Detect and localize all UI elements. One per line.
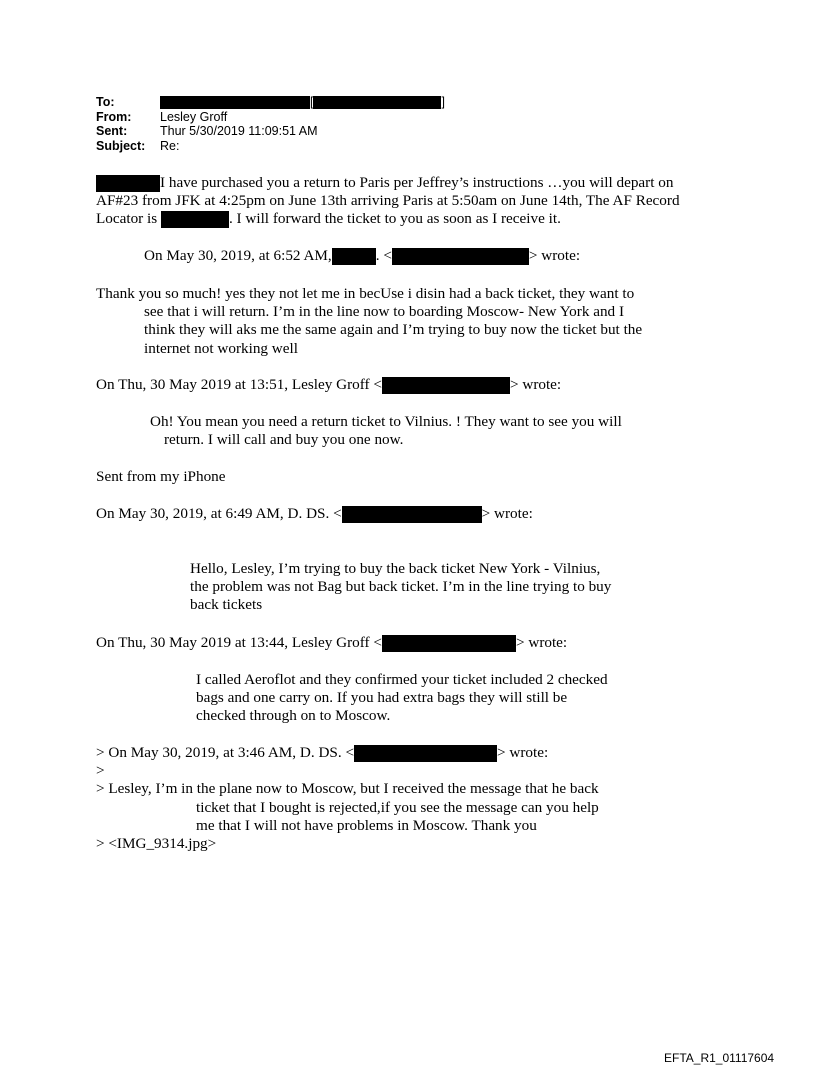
text-line: ticket that I bought is rejected,if you see the message can you help — [196, 798, 599, 816]
quote-header — [96, 634, 567, 652]
redaction-box — [382, 377, 510, 394]
to-separator: [ — [310, 95, 314, 109]
sent-label: Sent: — [96, 124, 128, 139]
to-close: ] — [441, 95, 445, 109]
text-span: On May 30, 2019, at 6:52 AM, — [144, 247, 332, 264]
text-span: On Thu, 30 May 2019 at 13:44, Lesley Groff < — [96, 634, 382, 651]
text-span: > wrote: — [509, 376, 562, 393]
text-line: see that i will return. I’m in the line now to boarding Moscow- New York and I — [144, 303, 625, 321]
text-span: > wrote: — [528, 247, 581, 264]
subject-value: Re: — [160, 138, 180, 153]
text-line — [144, 247, 580, 265]
text-span: > wrote: — [481, 505, 533, 522]
reply-paragraph — [96, 174, 680, 229]
text-line: checked through on to Moscow. — [196, 707, 391, 725]
message-paragraph — [196, 671, 608, 726]
quote-header — [96, 505, 533, 523]
text-span: > wrote: — [497, 744, 549, 761]
from-row — [96, 110, 445, 125]
text-line: return. I will call and buy you one now. — [164, 431, 404, 449]
message-paragraph — [96, 285, 642, 358]
text-span: On Thu, 30 May 2019 at 13:51, Lesley Groff < — [96, 376, 382, 393]
to-row — [96, 95, 445, 110]
text-line: think they will aks me the same again and I’m trying to buy now the ticket but the — [144, 321, 643, 339]
text-line: the problem was not Bag but back ticket. I’m in the line trying to buy — [190, 578, 612, 596]
quote-header — [144, 247, 580, 265]
from-label: From: — [96, 109, 132, 124]
text-line: > <IMG_9314.jpg> — [96, 834, 217, 852]
redaction-box — [332, 248, 376, 265]
text-span: Locator is — [96, 210, 158, 228]
text-line: back tickets — [190, 596, 263, 614]
sent-row — [96, 124, 445, 139]
document-id: EFTA_R1_01117604 — [664, 1051, 775, 1065]
from-value: Lesley Groff — [160, 109, 228, 124]
redaction-box — [392, 248, 529, 265]
subject-label: Subject: — [96, 138, 146, 153]
text-span: . < — [375, 247, 392, 264]
redaction-box — [96, 175, 160, 192]
text-line: > Lesley, I’m in the plane now to Moscow, but I received the message that he back — [96, 780, 599, 798]
signature-line — [96, 468, 226, 486]
text-line: internet not working well — [144, 339, 298, 357]
sent-value: Thur 5/30/2019 11:09:51 AM — [160, 124, 318, 139]
text-line — [96, 744, 599, 762]
text-line — [96, 376, 561, 394]
redaction-box — [354, 745, 497, 762]
text-span: On May 30, 2019, at 6:49 AM, D. DS. < — [96, 505, 342, 522]
text-span: > On May 30, 2019, at 3:46 AM, D. DS. < — [96, 744, 355, 761]
redaction-box — [342, 506, 482, 523]
text-line — [96, 634, 567, 652]
text-line: I called Aeroflot and they confirmed your ticket included 2 checked — [196, 671, 608, 688]
text-span: > wrote: — [515, 634, 568, 651]
text-line: > — [96, 762, 105, 780]
to-label: To: — [96, 95, 115, 109]
text-line: Hello, Lesley, I’m trying to buy the back ticket New York - Vilnius, — [190, 560, 601, 577]
text-line: AF#23 from JFK at 4:25pm on June 13th arriving Paris at 5:50am on June 14th, The AF Record — [96, 192, 680, 210]
text-line: me that I will not have problems in Moscow. Thank you — [196, 816, 537, 834]
text-line: Oh! You mean you need a return ticket to Vilnius. ! They want to see you will — [150, 413, 622, 430]
text-span: . I will forward the ticket to you as soon as I receive it. — [228, 210, 561, 228]
redaction-box — [160, 96, 310, 109]
text-span: I have purchased you a return to Paris per Jeffrey’s instructions …you will depart on — [160, 174, 674, 191]
text-line — [96, 210, 680, 228]
quoted-message — [96, 744, 599, 853]
redaction-box — [313, 96, 441, 109]
text-line: Sent from my iPhone — [96, 468, 226, 485]
subject-row — [96, 139, 445, 154]
message-paragraph — [190, 560, 611, 615]
quote-header — [96, 376, 561, 394]
text-line: bags and one carry on. If you had extra bags they will still be — [196, 689, 568, 707]
redaction-box — [161, 211, 229, 228]
message-paragraph — [150, 413, 622, 449]
email-header — [96, 95, 445, 153]
redaction-box — [382, 635, 516, 652]
text-line: Thank you so much! yes they not let me in becUse i disin had a back ticket, they want to — [96, 285, 635, 302]
text-line — [96, 505, 533, 523]
text-line — [96, 174, 680, 192]
